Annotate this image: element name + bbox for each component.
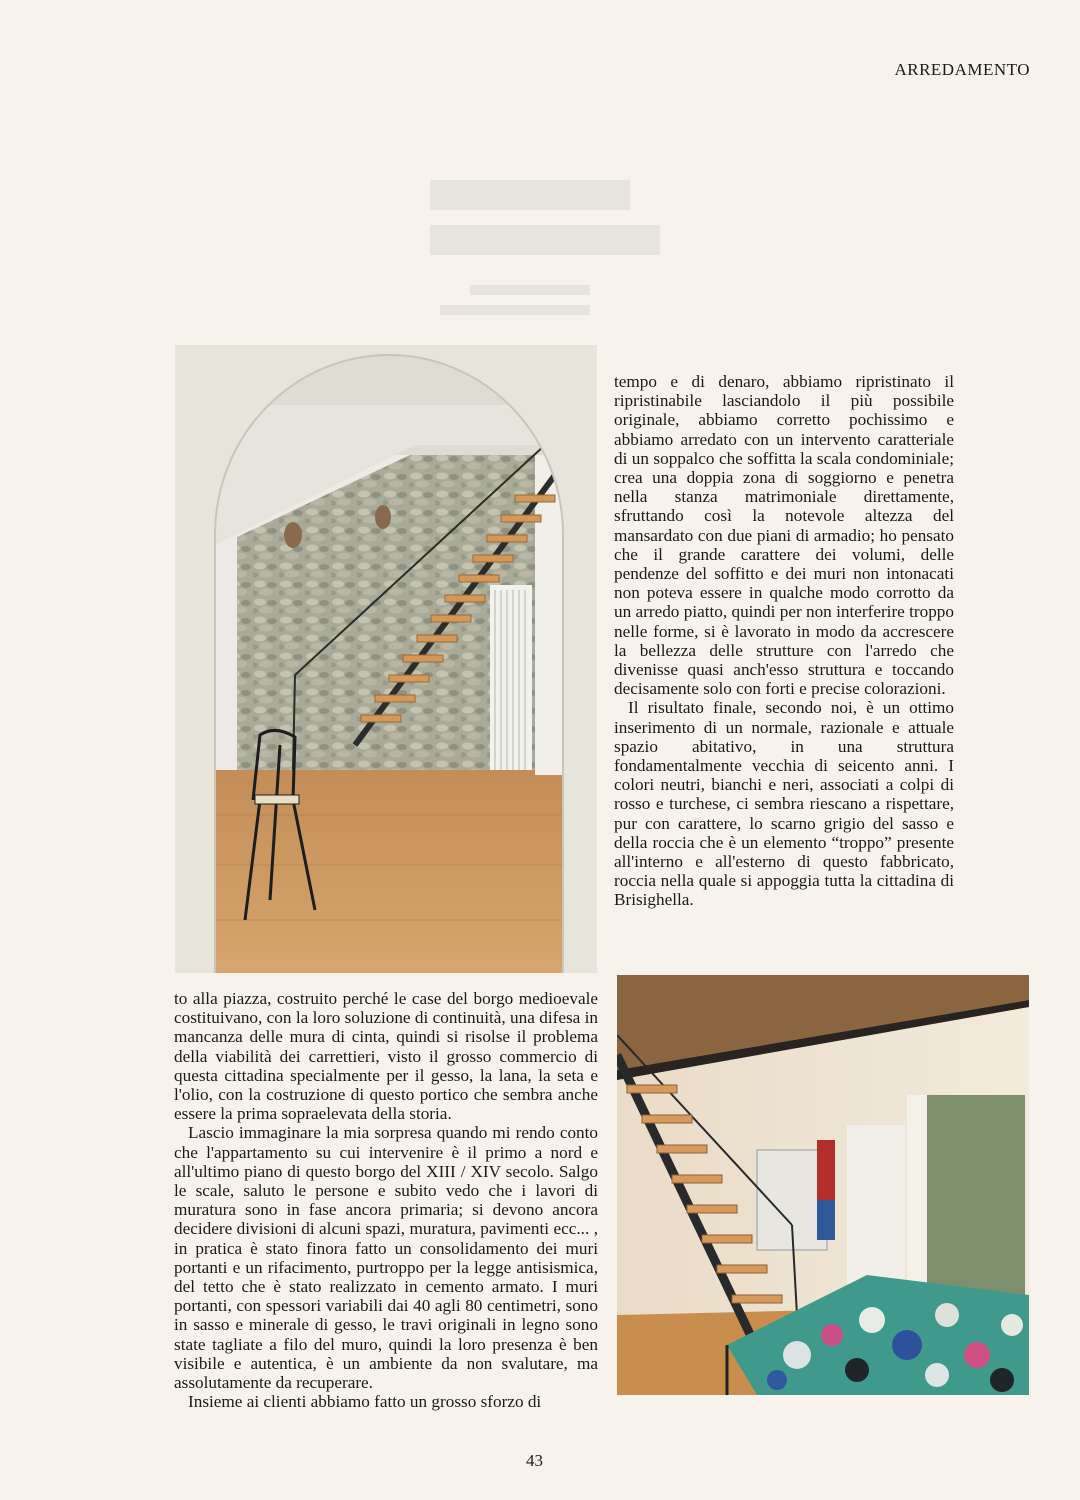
paragraph: Insieme ai clienti abbiamo fatto un grosso sforzo di — [188, 1392, 542, 1412]
right-text-column — [614, 372, 954, 910]
left-text-column — [174, 989, 598, 1411]
paragraph: to alla piazza, costruito perché le case del borgo medioevale costituivano, con la loro soluzione di continuità, una difesa in mancanza delle mura di cinta, quindi si risolse il problema della viabilità dei carrettieri, visto il grosso commercio di questa cittadina specialmente per il gesso, la lana, la seta e l'olio, con la costruzione di questo portico che sembra anche essere la prima sopraelevata della storia. — [174, 989, 598, 1124]
paragraph: Lascio immaginare la mia sorpresa quando mi rendo conto che l'appartamento su cui intervenire è il primo a nord e all'ultimo piano di questo borgo del XIII / XIV secolo. Salgo le scale, saluto le persone e subito vedo che i lavori di muratura sono in fase ancora primaria; si devono ancora decidere divisioni di alcuni spazi, muratura, pavimenti ecc... , in pratica è stato finora fatto un consolidamento dei muri portanti e un rifacimento, purtroppo per la legge antisismica, del tetto che è stato realizzato in cemento armato. I muri portanti, con spessori variabili dai 40 agli 80 centimetri, sono in sasso e minerale di gesso, le travi originali in legno sono state tagliate a filo del muro, quindi la loro presenza è ben visibile e autentica, è un ambiente da non svalutare, ma assolutamente da recuperare. — [174, 1123, 598, 1393]
page-number: 43 — [526, 1451, 543, 1470]
paragraph: Il risultato finale, secondo noi, è un ottimo inserimento di un normale, razionale e attuale spazio abitativo, in una struttura fondamentalmente vecchia di seicento anni. I colori neutri, bianchi e neri, associati a colpi di rosso e turchese, ci sembra riescano a rispettare, pur con carattere, lo scarno grigio del sasso e della roccia che è un elemento “troppo” presente all'interno e all'esterno di questo fabbricato, roccia nella quale si appoggia tutta la cittadina di Brisighella. — [614, 698, 954, 910]
show-through-text — [430, 170, 690, 350]
staircase-photo — [175, 345, 597, 973]
paragraph: tempo e di denaro, abbiamo ripristinato il ripristinabile lasciandolo il più possibile originale, abbiamo corretto pochissimo e abbiamo arredato con un intervento caratteriale di un soppalco che soffitta la scala condominiale; crea una doppia zona di soggiorno e penetra nella stanza matrimoniale direttamente, sfruttando così la notevole altezza del mansardato con due piani di armadio; ho pensato che il grande carattere dei volumi, delle pendenze del soffitto e dei muri non intonacati non poteva essere in qualche modo corrotto da un arredo piatto, quindi per non interferire troppo nelle forme, si è lavorato in modo da accrescere la bellezza delle strutture con l'arredo che divenisse quasi anch'esso struttura e toccando decisamente solo con forti e precise colorazioni. — [614, 372, 954, 699]
section-label: ARREDAMENTO — [894, 60, 1030, 79]
bedroom-photo — [617, 975, 1029, 1395]
